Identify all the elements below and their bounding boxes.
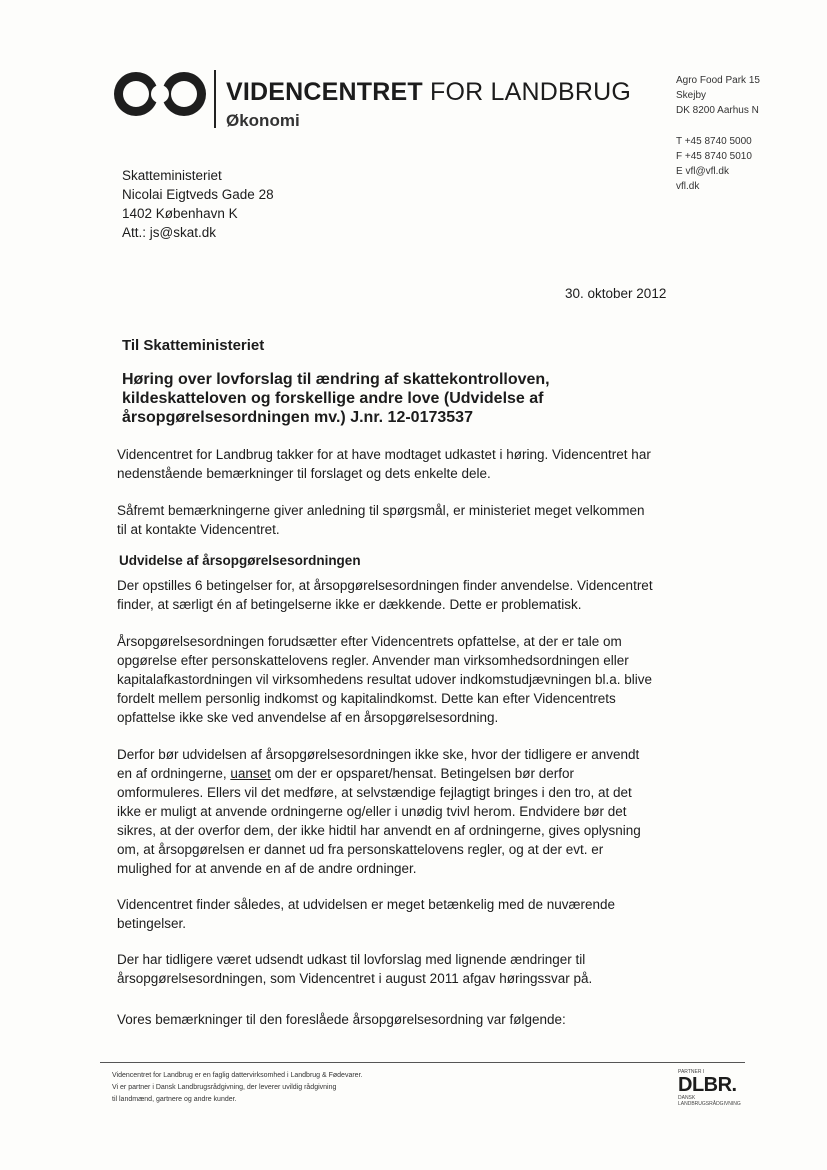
footer-divider — [100, 1062, 745, 1063]
email-text: E vfl@vfl.dk — [676, 166, 729, 177]
body-paragraph: Årsopgørelsesordningen forudsætter efter Videncentrets opfattelse, at der er tale om opgørelse efter personskattelovens regler. Anvender man virksomhedsordningen eller kapitalafkastordningen vil virksomhedens resultat udover indkomstudjævningen bl.a. blive fordelt mellem personlig indkomst og kapitalindkomst. Dette kan efter Videncentrets opfattelse ikke ske ved anvendelse af en årsopgørelsesordning. — [117, 634, 653, 725]
phone-text: T +45 8740 5000 — [676, 136, 752, 147]
body-paragraph: Videncentret for Landbrug takker for at have modtaget udkastet i høring. Videncentret har nedenstående bemærkninger til forslaget og dets enkelte dele. — [117, 447, 651, 481]
recipient-line: Att.: js@skat.dk — [122, 225, 216, 240]
underlined-word: uanset — [230, 766, 271, 781]
salutation: Til Skatteministeriet — [122, 337, 265, 354]
body-paragraph: Der opstilles 6 betingelser for, at årsopgørelsesordningen finder anvendelse. Videncentret finder, at særligt én af betingelserne ikke er dækkende. Dette er problematisk. — [117, 578, 653, 612]
body-paragraph: Der har tidligere været udsendt udkast til lovforslag med lignende ændringer til årsopgørelsesordningen, som Videncentret i august 2011 afgav høringssvar på. — [117, 952, 593, 986]
web-text: vfl.dk — [676, 181, 700, 192]
address-line: Agro Food Park 15 — [676, 75, 760, 86]
footer-line: Vi er partner i Dansk Landbrugsrådgivning, der leverer uvildig rådgivning — [112, 1084, 337, 1091]
footer-text — [112, 1070, 362, 1106]
body-paragraph: Såfremt bemærkningerne giver anledning til spørgsmål, er ministeriet meget velkommen til at kontakte Videncentret. — [117, 503, 645, 537]
recipient-line: Skatteministeriet — [122, 168, 222, 183]
videncentret-logo — [112, 70, 208, 118]
body-paragraph: Derfor bør udvidelsen af årsopgørelsesordningen ikke ske, hvor der tidligere er anvendt en af ordningerne, uanset om der er opsparet/hensat. Betingelsen bør derfor omformuleres. Ellers vil det medføre, at selvstændige fejlagtigt bringes i den tro, at det ikke er muligt at anvende ordningerne og/eller i unødig tvivl herom. Endvidere bør det sikres, at der overfor dem, der ikke hidtil har anvendt en af ordningerne, gives oplysning om, at årsopgørelsen er dannet ud fra personskattelovens regler, og at der evt. er mulighed for at anvende en af de andre ordninger. — [117, 747, 641, 876]
org-name: VIDENCENTRET FOR LANDBRUG — [226, 78, 632, 106]
contact-block — [676, 73, 760, 194]
footer-line: til landmænd, gartnere og andre kunder. — [112, 1096, 237, 1103]
recipient-line: 1402 København K — [122, 206, 238, 221]
body-paragraph: Videncentret finder således, at udvidelsen er meget betænkelig med de nuværende betingelser. — [117, 897, 616, 931]
section-heading: Udvidelse af årsopgørelsesordningen — [119, 553, 361, 568]
letterhead-divider — [214, 70, 216, 128]
address-line: Skejby — [676, 90, 707, 101]
address-line: DK 8200 Aarhus N — [676, 105, 759, 116]
recipient-line: Nicolai Eigtveds Gade 28 — [122, 187, 274, 202]
subject-heading: Høring over lovforslag til ændring af skattekontrolloven, kildeskatteloven og forskellige andre love (Udvidelse af årsopgørelsesordningen mv.) J.nr. 12-0173537 — [122, 371, 550, 426]
fax-text: F +45 8740 5010 — [676, 151, 752, 162]
body-paragraph: Vores bemærkninger til den foreslåede årsopgørelsesordning var følgende: — [117, 1012, 566, 1027]
dlbr-logo: PARTNER I DLBR. DANSK LANDBRUGSRÅDGIVNING — [678, 1069, 741, 1107]
org-unit: Økonomi — [226, 111, 300, 130]
footer-line: Videncentret for Landbrug er en faglig dattervirksomhed i Landbrug & Fødevarer. — [112, 1072, 363, 1079]
recipient-address — [122, 166, 274, 242]
letter-date: 30. oktober 2012 — [565, 286, 667, 301]
